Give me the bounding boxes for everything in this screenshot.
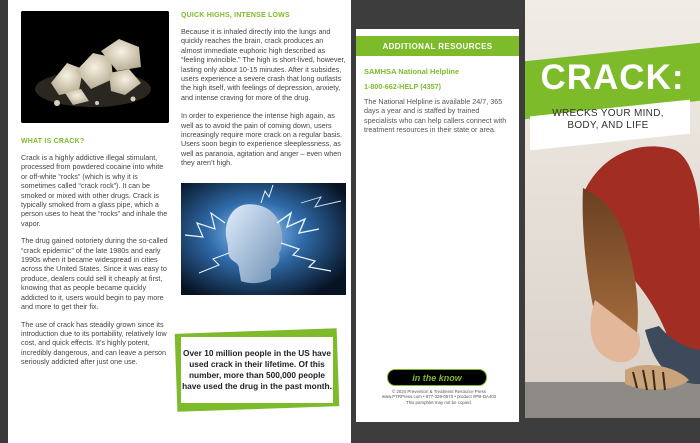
helpline-phone: 1-800-662-HELP (4357) bbox=[364, 82, 441, 91]
what-is-paragraph-3: The use of crack has steadily grown since its introduction due to its portability, relatively low cost, and quick effects. It’s highly potent, incredibly dangerous, and can leave a person seriously addicted after just one use. bbox=[21, 319, 167, 367]
helpline-description: The National Helpline is available 24/7, 365 days a year and is staffed by trained specialists who can help callers connect with treatment resources in their state or area. bbox=[364, 97, 507, 135]
what-is-paragraph-1: Crack is a highly addictive illegal stimulant, processed from powdered cocaine into white or off-white “rocks” (which is why it is sometimes called “crack rock”). It can be smoked or mixed with other drugs. Crack is typically smoked from a glass pipe, which a person uses to heat the “rocks” and inhale the vapor. bbox=[21, 153, 168, 228]
fineprint-line-1: © 2024 Prevention & Treatment Resource Press bbox=[391, 389, 487, 394]
statistic-callout bbox=[180, 336, 334, 404]
logo-text: in the know bbox=[412, 372, 462, 383]
head-lightning-photo bbox=[181, 183, 346, 295]
quick-highs-paragraph-1: Because it is inhaled directly into the lungs and quickly reaches the brain, crack produces an almost immediate euphoric high described as “feeling invincible.” The high is short-lived, however, lasting only about 10-15 minutes. After it subsides, users experience a severe crash that long outlasts the high itself, with feelings of depression, anxiety, and intense craving for more of the drug. bbox=[181, 27, 346, 102]
helpline-section bbox=[364, 67, 514, 135]
fineprint-line-2: www.PTRPress.com • 877-329-0570 • product #PB-DA402 bbox=[381, 394, 497, 400]
cover-subtitle: WRECKS YOUR MIND, BODY, AND LIFE bbox=[552, 108, 664, 131]
what-is-crack-section bbox=[21, 138, 169, 367]
crack-rocks-photo bbox=[21, 11, 169, 123]
publisher-fineprint bbox=[364, 389, 514, 405]
what-is-paragraph-2: The drug gained notoriety during the so-called “crack epidemic” of the late 1980s and early 1990s when it became widespread in cities across the United States. Since it was easy to produce, dealers could sell it cheaply at first, knowing that as people became quickly addicted to it, users would begin to pay more and more to get their fix. bbox=[21, 236, 168, 312]
helpline-title: SAMHSA National Helpline bbox=[364, 67, 460, 76]
cover-title: CRACK: bbox=[540, 58, 685, 97]
statistic-callout-text: Over 10 million people in the US have used crack in their lifetime. Of this number, more than 500,000 people have used the drug in the past month. bbox=[182, 348, 332, 391]
fineprint-line-3: This pamphlet may not be copied. bbox=[406, 399, 472, 405]
what-is-crack-heading: WHAT IS CRACK? bbox=[21, 138, 85, 145]
quick-highs-heading: QUICK HIGHS, INTENSE LOWS bbox=[181, 12, 290, 19]
additional-resources-heading: ADDITIONAL RESOURCES bbox=[356, 36, 519, 56]
left-edge-bar bbox=[0, 0, 8, 443]
in-the-know-logo bbox=[387, 369, 487, 386]
quick-highs-section bbox=[181, 12, 346, 168]
bottom-dark-strip bbox=[351, 422, 700, 443]
quick-highs-paragraph-2: In order to experience the intense high again, as well as to avoid the pain of coming down, users increasingly require more crack on a regular basis. Users soon begin to experience sleeplessness, as well as paranoia, agitation and anger – even when they aren’t high. bbox=[181, 111, 342, 168]
